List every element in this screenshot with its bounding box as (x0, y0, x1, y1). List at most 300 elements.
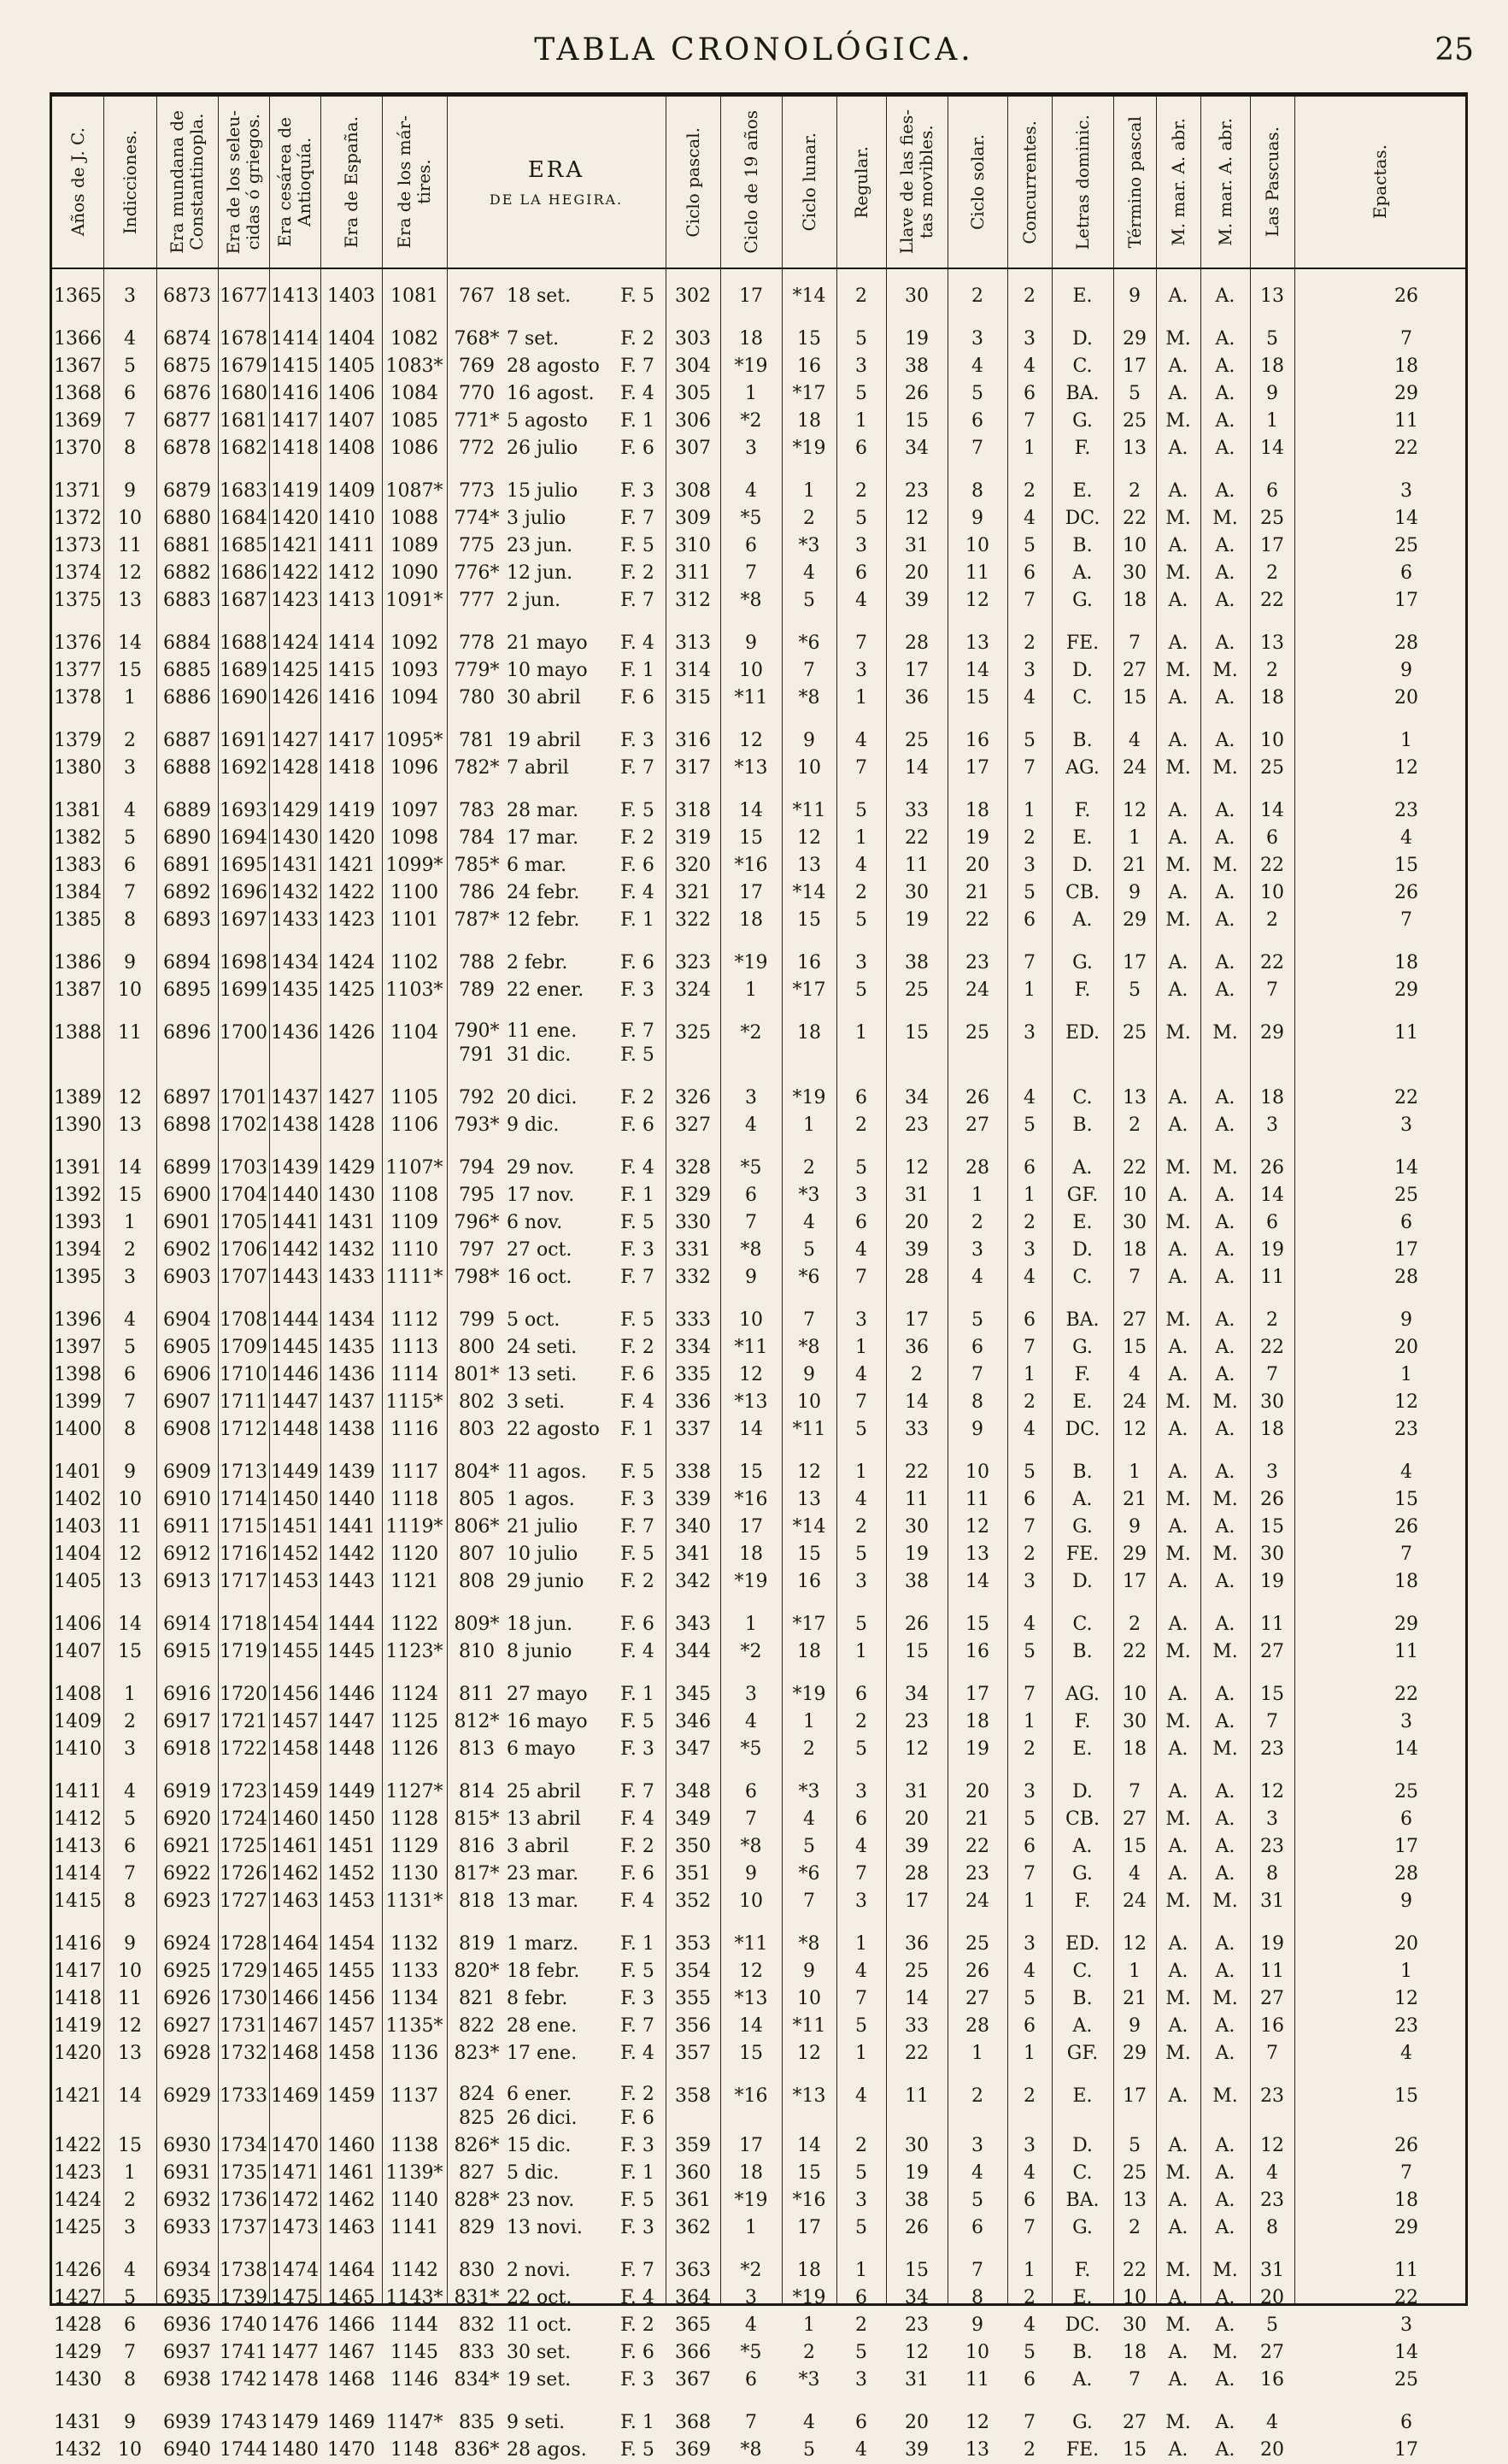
column-rule (218, 97, 219, 2303)
cell-hegira-date: 17 ene. (507, 2043, 578, 2064)
cell-dominical-letters: D. (1072, 1781, 1093, 1802)
cell-cycle-19: 18 (739, 328, 763, 350)
cell-seleucid-era: 1730 (220, 1988, 267, 2009)
cell-cycle-19: 17 (739, 285, 763, 307)
cell-cycle-19: *8 (740, 1239, 762, 1261)
cell-epact: 15 (1394, 2085, 1418, 2107)
cell-regular: 7 (855, 1863, 867, 1885)
cell-solar-cycle: 4 (971, 2162, 983, 2184)
cell-epact: 20 (1394, 687, 1418, 709)
cell-paschal-cycle: 320 (675, 855, 711, 876)
cell-indiction: 3 (124, 1267, 136, 1288)
cell-year: 1424 (54, 2190, 102, 2211)
cell-seleucid-era: 1728 (220, 1933, 267, 1955)
cell-spanish-era: 1424 (327, 952, 375, 973)
cell-paschal-cycle: 345 (675, 1684, 711, 1705)
cell-hegira-date: 13 mar. (507, 1891, 579, 1912)
cell-paschal-term-month: A. (1168, 383, 1188, 404)
cell-lunar-cycle: 5 (803, 1239, 815, 1261)
cell-movable-key: 38 (905, 952, 929, 973)
cell-lunar-cycle: 13 (797, 1489, 821, 1510)
cell-epact: 17 (1394, 590, 1418, 611)
cell-movable-key: 38 (905, 356, 929, 377)
cell-concurrents: 6 (1024, 2369, 1036, 2390)
cell-hegira-year: 801* (454, 1364, 500, 1385)
cell-cycle-19: 7 (745, 1212, 757, 1233)
cell-seleucid-era: 1741 (220, 2342, 267, 2363)
cell-year: 1406 (54, 1614, 102, 1635)
cell-seleucid-era: 1687 (220, 590, 267, 611)
cell-martyrs-era: 1083* (385, 356, 443, 377)
cell-lunar-cycle: 7 (803, 1309, 815, 1331)
cell-easter-day: 29 (1260, 1022, 1284, 1044)
cell-solar-cycle: 7 (971, 1364, 983, 1385)
cell-easter-month: M. (1212, 660, 1238, 681)
cell-regular: 1 (855, 2260, 867, 2281)
cell-paschal-term: 27 (1123, 2412, 1147, 2433)
column-header-concurrentes (1007, 97, 1052, 268)
cell-solar-cycle: 14 (965, 660, 989, 681)
cell-epact: 23 (1394, 2015, 1418, 2037)
cell-epact: 29 (1394, 383, 1418, 404)
cell-easter-month: A. (1215, 827, 1235, 849)
cell-solar-cycle: 7 (971, 2260, 983, 2281)
cell-cycle-19: 1 (745, 1614, 757, 1635)
cell-epact: 11 (1394, 1022, 1418, 1044)
cell-easter-day: 26 (1260, 1489, 1284, 1510)
cell-epact: 4 (1400, 2043, 1412, 2064)
cell-hegira-date: 16 agost. (507, 383, 595, 404)
cell-hegira-year: 773 (459, 480, 495, 502)
cell-mundane-era: 6914 (163, 1614, 211, 1635)
cell-mundane-era: 6932 (163, 2190, 211, 2211)
cell-paschal-term-month: A. (1168, 2287, 1188, 2308)
cell-year: 1382 (54, 827, 102, 849)
cell-hegira-date: 6 mayo (507, 1738, 576, 1760)
cell-paschal-term-month: A. (1168, 1185, 1188, 1206)
cell-hegira-date: 30 abril (507, 687, 581, 709)
cell-easter-month: A. (1215, 800, 1235, 821)
cell-mundane-era: 6935 (163, 2287, 211, 2308)
cell-epact: 9 (1400, 660, 1412, 681)
cell-cycle-19: 18 (739, 2162, 763, 2184)
cell-easter-month: M. (1212, 1391, 1238, 1413)
cell-easter-day: 18 (1260, 356, 1284, 377)
cell-cycle-19: *5 (740, 508, 762, 529)
cell-movable-key: 36 (905, 1337, 929, 1358)
cell-regular: 2 (855, 1711, 867, 1732)
cell-regular: 1 (855, 827, 867, 849)
cell-easter-day: 14 (1260, 438, 1284, 459)
cell-cycle-19: *13 (734, 757, 768, 779)
cell-concurrents: 4 (1024, 687, 1036, 709)
column-header-letras (1052, 97, 1113, 268)
cell-indiction: 14 (118, 1614, 142, 1635)
cell-concurrents: 2 (1024, 1738, 1036, 1760)
cell-indiction: 9 (124, 1461, 136, 1483)
cell-spanish-era: 1410 (327, 508, 375, 529)
cell-martyrs-era: 1108 (390, 1185, 438, 1206)
cell-year: 1419 (54, 2015, 102, 2037)
cell-easter-day: 6 (1266, 1212, 1278, 1233)
cell-lunar-cycle: *17 (792, 383, 826, 404)
cell-solar-cycle: 3 (971, 2135, 983, 2156)
cell-hegira-feria: F. 2 (620, 1836, 654, 1857)
cell-epact: 25 (1394, 1185, 1418, 1206)
column-header-ciclo19 (720, 97, 782, 268)
table-row (52, 1833, 1465, 1861)
cell-martyrs-era: 1123* (385, 1641, 443, 1662)
cell-caesarean-era: 1413 (271, 285, 319, 307)
cell-lunar-cycle: *3 (798, 1781, 820, 1802)
cell-paschal-term-month: A. (1168, 2085, 1188, 2107)
column-rule (886, 97, 887, 2303)
cell-hegira-date: 19 abril (507, 730, 581, 751)
cell-easter-month: A. (1215, 1684, 1235, 1705)
cell-movable-key: 23 (905, 1711, 929, 1732)
cell-dominical-letters: G. (1072, 952, 1093, 973)
cell-mundane-era: 6933 (163, 2217, 211, 2238)
cell-easter-month: M. (1212, 2085, 1238, 2107)
cell-spanish-era: 1431 (327, 1212, 375, 1233)
cell-movable-key: 33 (905, 2015, 929, 2037)
cell-indiction: 3 (124, 1738, 136, 1760)
cell-paschal-term: 15 (1123, 1836, 1147, 1857)
cell-regular: 3 (855, 356, 867, 377)
cell-easter-month: A. (1215, 2043, 1235, 2064)
cell-cycle-19: 4 (745, 480, 757, 502)
cell-spanish-era: 1435 (327, 1337, 375, 1358)
table-row (52, 505, 1465, 532)
cell-dominical-letters: B. (1072, 2342, 1093, 2363)
cell-movable-key: 12 (905, 1738, 929, 1760)
cell-hegira-year: 768* (454, 328, 500, 350)
table-row (52, 353, 1465, 380)
cell-paschal-cycle: 325 (675, 1022, 711, 1044)
cell-paschal-term-month: M. (1165, 1489, 1191, 1510)
cell-seleucid-era: 1740 (220, 2314, 267, 2336)
cell-spanish-era: 1418 (327, 757, 375, 779)
cell-dominical-letters: A. (1072, 1836, 1093, 1857)
cell-caesarean-era: 1425 (271, 660, 319, 681)
cell-paschal-term-month: A. (1168, 438, 1188, 459)
cell-hegira-feria: F. 6 (620, 1364, 654, 1385)
cell-hegira-year: 769 (459, 356, 495, 377)
cell-mundane-era: 6917 (163, 1711, 211, 1732)
cell-caesarean-era: 1450 (271, 1489, 319, 1510)
cell-martyrs-era: 1129 (390, 1836, 438, 1857)
cell-movable-key: 36 (905, 687, 929, 709)
cell-dominical-letters: CB. (1065, 882, 1100, 903)
cell-mundane-era: 6880 (163, 508, 211, 529)
cell-easter-day: 12 (1260, 1781, 1284, 1802)
cell-martyrs-era: 1111* (385, 1267, 443, 1288)
cell-paschal-cycle: 357 (675, 2043, 711, 2064)
cell-paschal-term: 2 (1129, 480, 1141, 502)
cell-solar-cycle: 9 (971, 508, 983, 529)
cell-movable-key: 17 (905, 1309, 929, 1331)
cell-hegira-feria: F. 3 (620, 2135, 654, 2156)
cell-seleucid-era: 1718 (220, 1614, 267, 1635)
cell-paschal-term-month: A. (1168, 1419, 1188, 1440)
cell-movable-key: 11 (905, 855, 929, 876)
cell-epact: 18 (1394, 2190, 1418, 2211)
cell-solar-cycle: 3 (971, 1239, 983, 1261)
cell-cycle-19: *16 (734, 855, 768, 876)
column-header-label: Era mundana de Constantinopla. (167, 110, 207, 254)
cell-year: 1398 (54, 1364, 102, 1385)
cell-concurrents: 7 (1024, 590, 1036, 611)
cell-concurrents: 6 (1024, 562, 1036, 584)
cell-year: 1411 (54, 1781, 102, 1802)
cell-paschal-term: 13 (1123, 438, 1147, 459)
cell-concurrents: 5 (1024, 2342, 1036, 2363)
cell-seleucid-era: 1708 (220, 1309, 267, 1331)
cell-caesarean-era: 1468 (271, 2043, 319, 2064)
cell-martyrs-era: 1139* (385, 2162, 443, 2184)
cell-lunar-cycle: 12 (797, 1461, 821, 1483)
cell-paschal-cycle: 307 (675, 438, 711, 459)
cell-concurrents: 3 (1024, 328, 1036, 350)
cell-epact: 4 (1400, 827, 1412, 849)
cell-martyrs-era: 1128 (390, 1808, 438, 1830)
cell-epact: 3 (1400, 2314, 1412, 2336)
cell-caesarean-era: 1463 (271, 1891, 319, 1912)
cell-epact: 4 (1400, 1461, 1412, 1483)
cell-caesarean-era: 1455 (271, 1641, 319, 1662)
cell-spanish-era: 1467 (327, 2342, 375, 2363)
cell-dominical-letters: FE. (1065, 2439, 1100, 2461)
cell-cycle-19: 1 (745, 979, 757, 1001)
cell-paschal-term-month: A. (1168, 1087, 1188, 1109)
cell-lunar-cycle: *14 (792, 285, 826, 307)
cell-epact: 14 (1394, 508, 1418, 529)
cell-epact: 1 (1400, 1364, 1412, 1385)
cell-hegira-feria: F. 7 (620, 1781, 654, 1802)
cell-spanish-era: 1451 (327, 1836, 375, 1857)
cell-mundane-era: 6930 (163, 2135, 211, 2156)
cell-easter-day: 8 (1266, 1863, 1278, 1885)
cell-martyrs-era: 1099* (385, 855, 443, 876)
cell-seleucid-era: 1720 (220, 1684, 267, 1705)
cell-cycle-19: 12 (739, 730, 763, 751)
cell-paschal-cycle: 351 (675, 1863, 711, 1885)
cell-martyrs-era: 1086 (390, 438, 438, 459)
cell-paschal-cycle: 355 (675, 1988, 711, 2009)
column-header-label: Era de España. (340, 115, 361, 249)
cell-spanish-era: 1413 (327, 590, 375, 611)
cell-lunar-cycle: *17 (792, 979, 826, 1001)
cell-year: 1397 (54, 1337, 102, 1358)
cell-spanish-era: 1465 (327, 2287, 375, 2308)
cell-caesarean-era: 1429 (271, 800, 319, 821)
cell-paschal-term-month: A. (1168, 1933, 1188, 1955)
column-header-hegira (447, 97, 666, 268)
cell-dominical-letters: C. (1072, 1087, 1093, 1109)
cell-hegira-feria: F. 2 (620, 1337, 654, 1358)
cell-hegira-feria: F. 4 (620, 882, 654, 903)
cell-solar-cycle: 20 (965, 855, 989, 876)
cell-martyrs-era: 1103* (385, 979, 443, 1001)
cell-martyrs-era: 1110 (390, 1239, 438, 1261)
cell-cycle-19: *11 (734, 1933, 768, 1955)
cell-paschal-term: 21 (1123, 855, 1147, 876)
cell-year: 1422 (54, 2135, 102, 2156)
column-header-cesarea (269, 97, 320, 268)
cell-hegira-date: 6 ener. 26 dici. (507, 2084, 578, 2129)
cell-epact: 14 (1394, 2342, 1418, 2363)
cell-concurrents: 4 (1024, 1267, 1036, 1288)
cell-solar-cycle: 28 (965, 1157, 989, 1179)
cell-lunar-cycle: *3 (798, 535, 820, 556)
cell-mundane-era: 6900 (163, 1185, 211, 1206)
cell-lunar-cycle: *19 (792, 1087, 826, 1109)
cell-hegira-feria: F. 3 (620, 2369, 654, 2390)
cell-solar-cycle: 10 (965, 2342, 989, 2363)
cell-paschal-term: 9 (1129, 2015, 1141, 2037)
cell-spanish-era: 1441 (327, 1516, 375, 1538)
cell-epact: 23 (1394, 800, 1418, 821)
cell-solar-cycle: 5 (971, 1309, 983, 1331)
cell-epact: 9 (1400, 1309, 1412, 1331)
cell-regular: 5 (855, 2015, 867, 2037)
cell-cycle-19: 3 (745, 1684, 757, 1705)
cell-martyrs-era: 1098 (390, 827, 438, 849)
cell-martyrs-era: 1084 (390, 383, 438, 404)
cell-hegira-date: 6 mar. (507, 855, 567, 876)
cell-lunar-cycle: 15 (797, 328, 821, 350)
cell-hegira-date: 5 oct. (507, 1309, 560, 1331)
cell-hegira-year: 810 (459, 1641, 495, 1662)
cell-hegira-date: 18 set. (507, 285, 572, 307)
cell-mundane-era: 6879 (163, 480, 211, 502)
cell-hegira-feria: F. 4 (620, 1641, 654, 1662)
cell-spanish-era: 1409 (327, 480, 375, 502)
cell-hegira-year: 820* (454, 1961, 500, 1982)
cell-seleucid-era: 1743 (220, 2412, 267, 2433)
cell-hegira-feria: F. 3 (620, 730, 654, 751)
cell-movable-key: 23 (905, 1114, 929, 1136)
cell-hegira-date: 11 agos. (507, 1461, 587, 1483)
cell-regular: 7 (855, 632, 867, 654)
table-row (52, 1681, 1465, 1708)
cell-lunar-cycle: 2 (803, 508, 815, 529)
cell-hegira-feria: F. 4 (620, 1808, 654, 1830)
cell-hegira-date: 1 agos. (507, 1489, 575, 1510)
cell-seleucid-era: 1692 (220, 757, 267, 779)
cell-easter-month: M. (1212, 855, 1238, 876)
cell-paschal-term-month: M. (1165, 1891, 1191, 1912)
cell-year: 1399 (54, 1391, 102, 1413)
cell-paschal-term-month: M. (1165, 410, 1191, 432)
cell-year: 1370 (54, 438, 102, 459)
cell-seleucid-era: 1726 (220, 1863, 267, 1885)
cell-martyrs-era: 1130 (390, 1863, 438, 1885)
cell-easter-month: A. (1215, 480, 1235, 502)
cell-regular: 2 (855, 480, 867, 502)
cell-mundane-era: 6919 (163, 1781, 211, 1802)
cell-epact: 20 (1394, 1933, 1418, 1955)
cell-indiction: 1 (124, 2162, 136, 2184)
cell-easter-month: A. (1215, 356, 1235, 377)
cell-easter-day: 15 (1260, 1516, 1284, 1538)
cell-paschal-cycle: 332 (675, 1267, 711, 1288)
cell-easter-month: A. (1215, 2190, 1235, 2211)
cell-easter-month: A. (1215, 1836, 1235, 1857)
cell-hegira-year: 792 (459, 1087, 495, 1109)
cell-hegira-feria: F. 2 (620, 562, 654, 584)
cell-year: 1384 (54, 882, 102, 903)
cell-regular: 3 (855, 952, 867, 973)
cell-paschal-cycle: 328 (675, 1157, 711, 1179)
cell-martyrs-era: 1125 (390, 1711, 438, 1732)
cell-dominical-letters: A. (1072, 562, 1093, 584)
table-row (52, 2160, 1465, 2187)
cell-hegira-year: 814 (459, 1781, 495, 1802)
cell-cycle-19: *8 (740, 2439, 762, 2461)
cell-easter-day: 31 (1260, 2260, 1284, 2281)
cell-mundane-era: 6940 (163, 2439, 211, 2461)
cell-paschal-term: 25 (1123, 410, 1147, 432)
cell-caesarean-era: 1475 (271, 2287, 319, 2308)
cell-hegira-date: 28 ene. (507, 2015, 578, 2037)
cell-lunar-cycle: *6 (798, 1863, 820, 1885)
cell-hegira-feria: F. 2 F. 6 (620, 2084, 654, 2129)
cell-paschal-term: 10 (1123, 1185, 1147, 1206)
cell-paschal-term-month: A. (1168, 827, 1188, 849)
cell-easter-day: 6 (1266, 480, 1278, 502)
cell-year: 1408 (54, 1684, 102, 1705)
cell-paschal-cycle: 361 (675, 2190, 711, 2211)
cell-paschal-term-month: A. (1168, 1267, 1188, 1288)
cell-indiction: 5 (124, 827, 136, 849)
cell-cycle-19: 14 (739, 800, 763, 821)
cell-paschal-term: 27 (1123, 660, 1147, 681)
table-row (52, 1931, 1465, 1958)
cell-spanish-era: 1457 (327, 2015, 375, 2037)
cell-seleucid-era: 1682 (220, 438, 267, 459)
cell-dominical-letters: C. (1072, 1961, 1093, 1982)
cell-cycle-19: 7 (745, 1808, 757, 1830)
cell-paschal-term: 1 (1129, 827, 1141, 849)
cell-paschal-term: 29 (1123, 328, 1147, 350)
cell-mundane-era: 6874 (163, 328, 211, 350)
cell-spanish-era: 1438 (327, 1419, 375, 1440)
cell-regular: 4 (855, 855, 867, 876)
cell-mundane-era: 6889 (163, 800, 211, 821)
cell-easter-day: 27 (1260, 2342, 1284, 2363)
cell-easter-month: A. (1215, 632, 1235, 654)
cell-easter-month: M. (1212, 1157, 1238, 1179)
cell-concurrents: 5 (1024, 1461, 1036, 1483)
cell-easter-day: 20 (1260, 2287, 1284, 2308)
cell-easter-day: 9 (1266, 383, 1278, 404)
cell-dominical-letters: F. (1074, 800, 1091, 821)
cell-mundane-era: 6903 (163, 1267, 211, 1288)
cell-easter-day: 4 (1266, 2162, 1278, 2184)
cell-concurrents: 2 (1024, 2085, 1036, 2107)
cell-cycle-19: 4 (745, 2314, 757, 2336)
cell-concurrents: 6 (1024, 1309, 1036, 1331)
cell-paschal-cycle: 315 (675, 687, 711, 709)
cell-regular: 5 (855, 979, 867, 1001)
cell-caesarean-era: 1431 (271, 855, 319, 876)
cell-mundane-era: 6893 (163, 909, 211, 931)
cell-spanish-era: 1464 (327, 2260, 375, 2281)
cell-solar-cycle: 7 (971, 438, 983, 459)
cell-caesarean-era: 1418 (271, 438, 319, 459)
cell-paschal-term: 7 (1129, 1267, 1141, 1288)
